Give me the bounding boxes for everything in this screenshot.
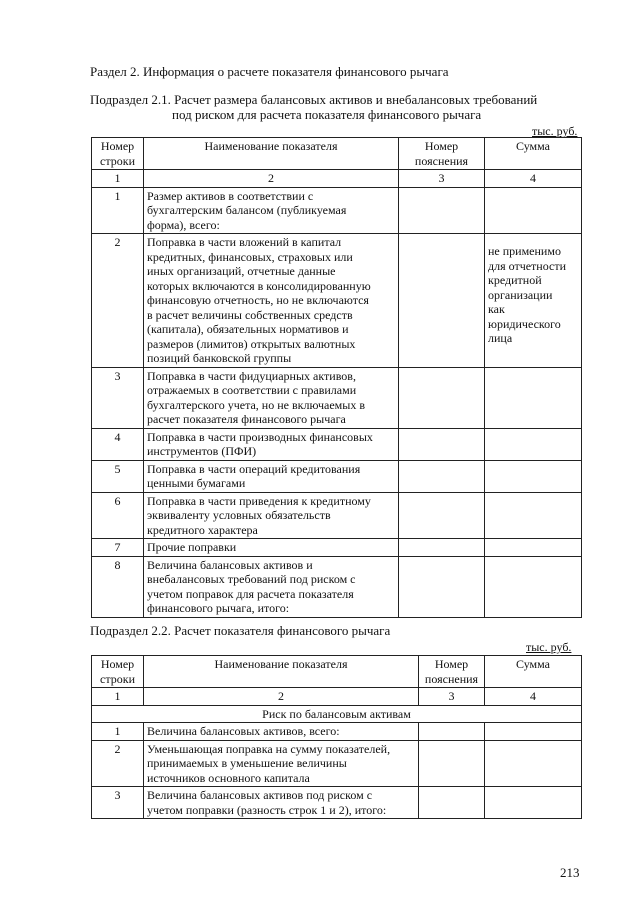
table-header-row [92, 656, 582, 688]
name-line: финансовую отчетность, но не включаются [147, 293, 369, 307]
name-line: расчет показателя финансового рычага [147, 412, 346, 426]
name-line: Поправка в части операций кредитования [147, 461, 361, 476]
subsection-1-title-line1: Подраздел 2.1. Расчет размера балансовых активов и внебалансовых требований [90, 92, 538, 107]
name-line: Прочие поправки [147, 540, 237, 554]
table-header-row [92, 138, 582, 170]
header-note-number: Номер пояснения [419, 656, 485, 688]
row-note-number [399, 234, 485, 368]
name-line: Поправка в части фидуциарных активов, [147, 368, 356, 383]
table-row [92, 234, 582, 368]
header-indicator-name: Наименование показателя [144, 138, 399, 170]
row-amount [485, 787, 582, 819]
group-header: Риск по балансовым активам [92, 705, 582, 723]
name-line: форма), всего: [147, 217, 220, 232]
name-line: Поправка в части вложений в капитал [147, 235, 342, 249]
row-amount [485, 428, 582, 460]
row-amount [485, 539, 582, 557]
unit-label-2: тыс. руб. [526, 640, 572, 654]
row-number: 4 [92, 428, 144, 460]
row-number: 7 [92, 539, 144, 557]
header-indicator-name: Наименование показателя [144, 656, 419, 688]
row-indicator-name [144, 539, 399, 557]
name-line: Поправка в части приведения к кредитному [147, 493, 371, 508]
row-indicator-name [144, 723, 419, 741]
row-amount [485, 492, 582, 539]
row-amount [485, 187, 582, 234]
row-indicator-name [144, 556, 399, 617]
row-number: 2 [92, 234, 144, 368]
row-amount [485, 556, 582, 617]
amount-line: лица [488, 331, 513, 345]
row-indicator-name [144, 740, 419, 787]
amount-line: как [488, 302, 505, 316]
name-line: кредитного характера [147, 522, 258, 537]
row-note-number [419, 787, 485, 819]
row-amount [485, 723, 582, 741]
row-amount [485, 234, 582, 368]
row-note-number [399, 187, 485, 234]
table-balance-assets [91, 137, 582, 618]
row-indicator-name [144, 460, 399, 492]
header-amount: Сумма [485, 656, 582, 688]
amount-line: кредитной [488, 273, 542, 287]
name-line: инструментов (ПФИ) [147, 444, 257, 458]
row-indicator-name [144, 234, 399, 368]
row-number: 5 [92, 460, 144, 492]
table-row [92, 740, 582, 787]
name-line: которых включаются в консолидированную [147, 278, 371, 293]
name-line: Уменьшающая поправка на сумму показателей, [147, 741, 391, 756]
subsection-1-title-line2: под риском для расчета показателя финансового рычага [172, 107, 482, 122]
table-row [92, 556, 582, 617]
table-row [92, 723, 582, 741]
name-line: внебалансовых требований под риском с [147, 572, 356, 586]
amount-line: организации [488, 287, 553, 302]
row-note-number [399, 367, 485, 428]
unit-label-1: тыс. руб. [532, 124, 578, 138]
row-amount [485, 740, 582, 787]
row-note-number [419, 723, 485, 741]
table-2-body [92, 723, 582, 819]
name-line: Величина балансовых активов под риском с [147, 788, 373, 802]
amount-line: юридического [488, 316, 561, 331]
name-line: Размер активов в соответствии с [147, 188, 314, 203]
table-row [92, 460, 582, 492]
row-number: 8 [92, 556, 144, 617]
row-note-number [399, 556, 485, 617]
name-line: источников основного капитала [147, 770, 310, 785]
table-row [92, 428, 582, 460]
row-amount [485, 460, 582, 492]
row-indicator-name [144, 187, 399, 234]
name-line: ценными бумагами [147, 476, 246, 490]
name-line: кредитных, финансовых, страховых или [147, 249, 353, 264]
name-line: позиций банковской группы [147, 351, 292, 365]
row-number: 3 [92, 367, 144, 428]
row-amount [485, 367, 582, 428]
name-line: Величина балансовых активов, всего: [147, 724, 340, 738]
section-title: Раздел 2. Информация о расчете показателя финансового рычага [90, 64, 449, 79]
table-row [92, 367, 582, 428]
row-indicator-name [144, 367, 399, 428]
amount-line: для отчетности [488, 258, 567, 273]
row-note-number [419, 740, 485, 787]
name-line: Поправка в части производных финансовых [147, 429, 373, 444]
table-leverage [91, 655, 582, 819]
index-row: 1 2 3 4 [92, 170, 582, 188]
row-number: 6 [92, 492, 144, 539]
name-line: в расчет величины собственных средств [147, 307, 353, 322]
name-line: (капитала), обязательных нормативов и [147, 322, 349, 336]
amount-line: не применимо [488, 244, 561, 258]
header-note-number: Номер пояснения [399, 138, 485, 170]
row-number: 2 [92, 740, 144, 787]
name-line: учетом поправки (разность строк 1 и 2), итого: [147, 802, 387, 817]
row-indicator-name [144, 492, 399, 539]
table-row [92, 187, 582, 234]
name-line: иных организаций, отчетные данные [147, 264, 336, 278]
table-1-body [92, 187, 582, 617]
row-note-number [399, 428, 485, 460]
row-indicator-name [144, 787, 419, 819]
header-row-number: Номер строки [92, 656, 144, 688]
table-row [92, 492, 582, 539]
page-number: 213 [560, 865, 580, 880]
name-line: принимаемых в уменьшение величины [147, 756, 347, 770]
header-row-number: Номер строки [92, 138, 144, 170]
row-number: 1 [92, 187, 144, 234]
name-line: размеров (лимитов) открытых валютных [147, 336, 356, 351]
row-indicator-name [144, 428, 399, 460]
name-line: финансового рычага, итого: [147, 601, 290, 615]
table-row [92, 539, 582, 557]
name-line: отражаемых в соответствии с правилами [147, 383, 357, 397]
row-note-number [399, 460, 485, 492]
table-row [92, 787, 582, 819]
name-line: бухгалтерским балансом (публикуемая [147, 203, 347, 217]
name-line: эквиваленту условных обязательств [147, 508, 331, 522]
name-line: Величина балансовых активов и [147, 557, 313, 572]
header-amount: Сумма [485, 138, 582, 170]
row-number: 1 [92, 723, 144, 741]
row-note-number [399, 492, 485, 539]
name-line: бухгалтерского учета, но не включаемых в [147, 397, 365, 412]
row-number: 3 [92, 787, 144, 819]
name-line: учетом поправок для расчета показателя [147, 586, 354, 601]
group-header-row [92, 705, 582, 723]
row-note-number [399, 539, 485, 557]
subsection-2-title: Подраздел 2.2. Расчет показателя финансового рычага [90, 623, 391, 638]
index-row: 1 2 3 4 [92, 688, 582, 706]
